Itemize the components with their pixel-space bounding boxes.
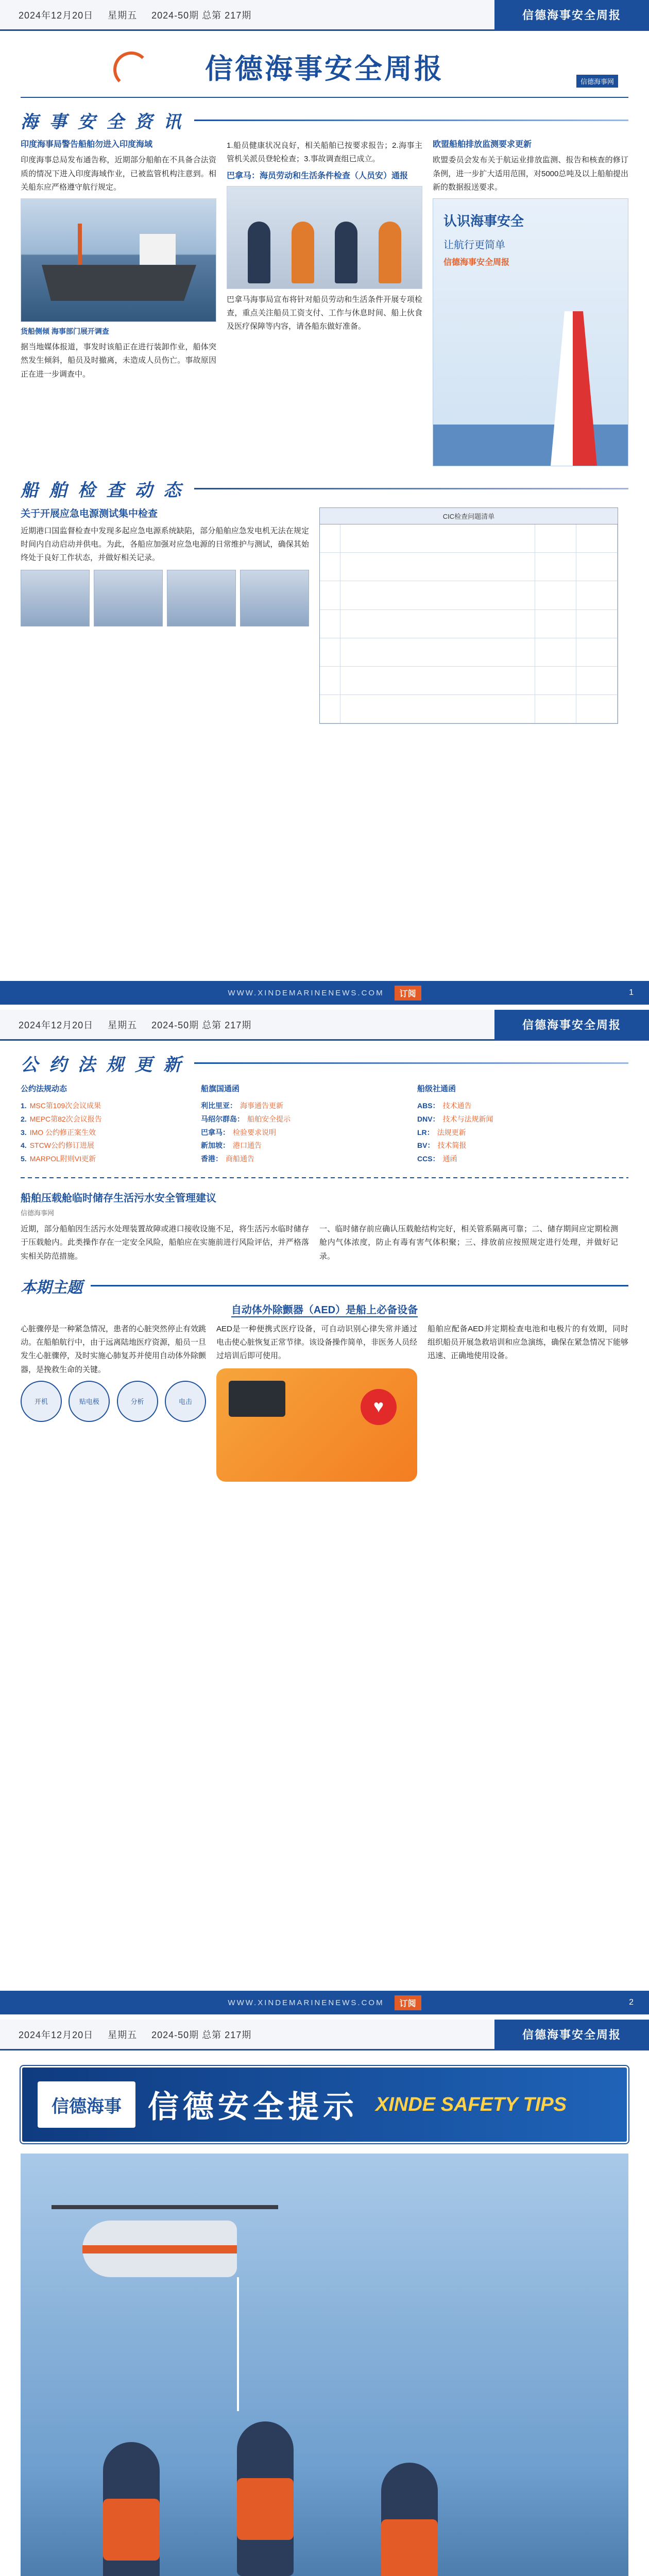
law-item[interactable]: 香港： 商船通告 [201,1155,254,1163]
section-divider [194,120,628,121]
logo-arc-icon [113,52,149,88]
safety-tips-banner [21,2066,628,2143]
section-dynamic-title: 船 舶 检 查 动 态 [21,480,184,500]
promo-line-1: 认识海事安全 [443,213,524,229]
cic-checklist [319,507,618,724]
page-header [0,2020,649,2050]
safety-tips-title-en: XINDE SAFETY TIPS [375,2093,567,2115]
inspection-photos [21,570,309,626]
crew-figure [248,222,270,283]
rescuer-figure [381,2463,438,2576]
header-brand: 信德海事安全周报 [494,0,649,30]
subscribe-button[interactable]: 订阅 [395,1995,421,2010]
section-dynamic [21,474,628,502]
header-brand: 信德海事安全周报 [494,2020,649,2050]
inspection-article [21,507,309,724]
law-column-flag-states [201,1082,407,1166]
issue-weekday: 星期五 [108,1020,138,1030]
helicopter-rotor-shape [52,2205,278,2209]
inspection-section [21,507,628,724]
law-item[interactable]: LR： 法规更新 [417,1128,466,1137]
photo-caption: 货船侧倾 海事部门展开调查 [21,327,109,336]
inspection-photo [167,570,236,626]
issue-date: 2024年12月20日 [19,2029,94,2040]
page-2 [0,1010,649,2014]
article-body: 印度海事总局发布通告称，近期部分船舶在不具备合法资质的情况下进入印度海域作业，已被监管机构注意到。相关船东应严格遵守航行规定。 [21,156,216,192]
dotted-divider [21,1177,628,1178]
article-columns [21,1223,628,1267]
aed-screen-shape [229,1381,285,1417]
issue-meta [0,1018,494,1031]
subscribe-button[interactable]: 订阅 [395,986,421,1001]
aed-step: 开机 [21,1381,62,1422]
aed-column-2 [216,1323,417,1487]
crew-figure [335,222,357,283]
crew-figure [379,222,401,283]
masthead-tag: 信德海事网 [576,75,618,88]
law-item[interactable]: 2. MEPC第82次会议报告 [21,1114,102,1123]
checklist-row [320,524,618,553]
issue-meta [0,2028,494,2041]
rescuer-figure [103,2442,160,2576]
aed-step: 贴电极 [69,1381,110,1422]
checklist-row [320,553,618,581]
topic-title: 本期主题 [21,1279,82,1296]
law-column-conventions [21,1082,191,1166]
aed-step: 分析 [117,1381,158,1422]
article-title[interactable]: 船舶压载舱临时储存生活污水安全管理建议 [21,1193,216,1205]
law-item[interactable]: BV： 技术简报 [417,1141,467,1150]
issue-weekday: 星期五 [108,2029,138,2040]
inspection-photo [240,570,309,626]
law-column-head: 公约法规动态 [21,1084,67,1093]
ship-crane-shape [78,224,82,265]
checklist-title: CIC检查问题清单 [320,508,618,524]
page-3 [0,2020,649,2576]
law-item[interactable]: 马绍尔群岛： 船舶安全提示 [201,1114,291,1123]
law-item[interactable]: 4. STCW公约修订进展 [21,1141,94,1150]
rescue-illustration [21,2154,628,2576]
inspection-headline[interactable]: 关于开展应急电源测试集中检查 [21,509,158,520]
aed-columns [21,1323,628,1487]
issue-meta [0,8,494,22]
law-column-head: 船级社通函 [417,1084,456,1093]
page-header [0,0,649,31]
masthead [21,36,628,98]
aed-body: 心脏骤停是一种紧急情况，患者的心脏突然停止有效跳动。在船舶航行中，由于远离陆地医疗资源，船员一旦发生心脏骤停，及时实施心肺复苏并使用自动体外除颤器，是挽救生命的关键。 [21,1324,207,1374]
rescue-rope-shape [237,2277,239,2411]
section-news [21,106,628,134]
aed-article-title[interactable]: 自动体外除颤器（AED）是船上必备设备 [231,1304,418,1316]
xinde-logo: 信德海事 [38,2081,135,2128]
section-news-title: 海 事 安 全 资 讯 [21,112,184,132]
issue-date: 2024年12月20日 [19,1020,94,1030]
page-footer [0,981,649,1005]
promo-line-3: 信德海事安全周报 [443,258,510,267]
ship-hull-shape [42,265,196,301]
helicopter-icon [82,2221,237,2277]
inspection-body: 近期港口国监督检查中发现多起应急电源系统缺陷，部分船舶应急发电机无法在规定时间内自动启动并供电。为此，各船应加强对应急电源的日常维护与测试，确保其始终处于良好工作状态，并做好相关记录。 [21,526,309,563]
inspection-photo [21,570,90,626]
page-1 [0,0,649,1005]
article-body: 巴拿马海事局宣布将针对船员劳动和生活条件开展专项检查，重点关注船员工资支付、工作与休息时间、船上伙食及医疗保障等内容，请各船东做好准备。 [227,295,422,331]
masthead-title: 信德海事安全周报 [205,52,444,85]
section-law-title: 公 约 法 规 更 新 [21,1055,184,1075]
article-body: 欧盟委员会发布关于航运业排放监测、报告和核查的修订条例，进一步扩大适用范围，对5000总吨及以上船舶提出新的数据报送要求。 [433,156,628,192]
law-item[interactable]: 利比里亚： 海事通告更新 [201,1101,283,1110]
article-source: 信德海事网 [21,1209,55,1217]
heart-icon: ♥ [361,1389,397,1425]
article-body: 近期，部分船舶因生活污水处理装置故障或港口接收设施不足，将生活污水临时储存于压载舱内。此类操作存在一定安全风险，船舶应在实施前进行风险评估，并严格落实相关防范措施。 [21,1225,309,1261]
law-item[interactable]: DNV： 技术与法规新闻 [417,1114,493,1123]
law-column-class-societies [417,1082,618,1166]
page-number: 1 [629,988,634,997]
law-item[interactable]: 3. IMO 公约修正案生效 [21,1128,96,1137]
section-law [21,1049,628,1077]
checklist-row [320,638,618,667]
aed-column-1 [21,1323,206,1487]
news-column-3 [433,139,628,466]
section-divider [91,1285,628,1286]
ship-photo [21,198,216,322]
page-footer [0,1991,649,2014]
safety-tips-title: 信德安全提示 [148,2089,358,2125]
promo-ad[interactable] [433,198,628,466]
footer-site-link[interactable]: WWW.XINDEMARINENEWS.COM [228,988,384,997]
law-item[interactable]: 1. MSC第109次会议成果 [21,1101,101,1110]
promo-line-2: 让航行更简单 [443,240,505,251]
article-body: 1.船员健康状况良好，相关船舶已按要求报告；2.海事主管机关派员登轮检查；3.事故调查组已成立。 [227,141,422,164]
inspection-photo [94,570,163,626]
aed-device-illustration [216,1368,417,1482]
law-item[interactable]: ABS： 技术通告 [417,1101,472,1110]
law-columns [21,1082,628,1166]
article-headline[interactable]: 印度海事局警告船舶勿进入印度海域 [21,140,153,149]
article-headline[interactable]: 欧盟船舶排放监测要求更新 [433,140,532,149]
sea-shape [433,425,628,466]
section-divider [194,488,628,489]
lighthouse-icon [551,311,597,466]
article-body: 一、临时储存前应确认压载舱结构完好，相关管系隔离可靠；二、储存期间应定期检测舱内气体浓度，防止有毒有害气体积聚；三、排放前应按照规定进行处理，并做好记录。 [319,1225,618,1261]
crew-figure [292,222,314,283]
news-column-2 [227,139,422,466]
page-header [0,1010,649,1041]
header-brand: 信德海事安全周报 [494,1010,649,1040]
checklist-row [320,581,618,609]
law-item[interactable]: 新加坡： 港口通告 [201,1141,262,1150]
news-column-1 [21,139,216,466]
aed-steps [21,1381,206,1422]
section-divider [194,1062,628,1064]
aed-step: 电击 [165,1381,206,1422]
page-number: 2 [629,1998,634,2007]
issue-number: 2024-50期 总第 217期 [151,10,252,21]
aed-body: 船舶应配备AED并定期检查电池和电极片的有效期，同时组织船员开展急救培训和应急演练，确保在紧急情况下能够迅速、正确地使用设备。 [428,1324,629,1361]
issue-weekday: 星期五 [108,10,138,21]
checklist-row [320,610,618,638]
checklist-row [320,695,618,723]
aed-body: AED是一种便携式医疗设备，可自动识别心律失常并通过电击使心脏恢复正常节律。该设备操作简单，非医务人员经过培训后即可使用。 [216,1324,418,1361]
topic-banner [21,1275,628,1297]
issue-number: 2024-50期 总第 217期 [151,1020,252,1030]
news-columns [21,139,628,466]
article-headline[interactable]: 巴拿马：海员劳动和生活条件检查（人员安）通报 [227,171,408,180]
ship-cabin-shape [140,234,176,265]
law-item[interactable]: CCS： 通函 [417,1155,457,1163]
issue-number: 2024-50期 总第 217期 [151,2029,252,2040]
law-item[interactable]: 巴拿马： 检验要求说明 [201,1128,276,1137]
law-item[interactable]: 5. MARPOL附则VI更新 [21,1155,96,1163]
rescuer-figure [237,2421,294,2576]
checklist-row [320,667,618,695]
issue-date: 2024年12月20日 [19,10,94,21]
footer-site-link[interactable]: WWW.XINDEMARINENEWS.COM [228,1998,384,2007]
aed-column-3 [428,1323,628,1487]
law-column-head: 船旗国通函 [201,1084,240,1093]
article-body: 据当地媒体报道，事发时该船正在进行装卸作业，船体突然发生倾斜，船员及时撤离，未造成人员伤亡。事故原因正在进一步调查中。 [21,343,216,379]
crew-photo [227,186,422,289]
